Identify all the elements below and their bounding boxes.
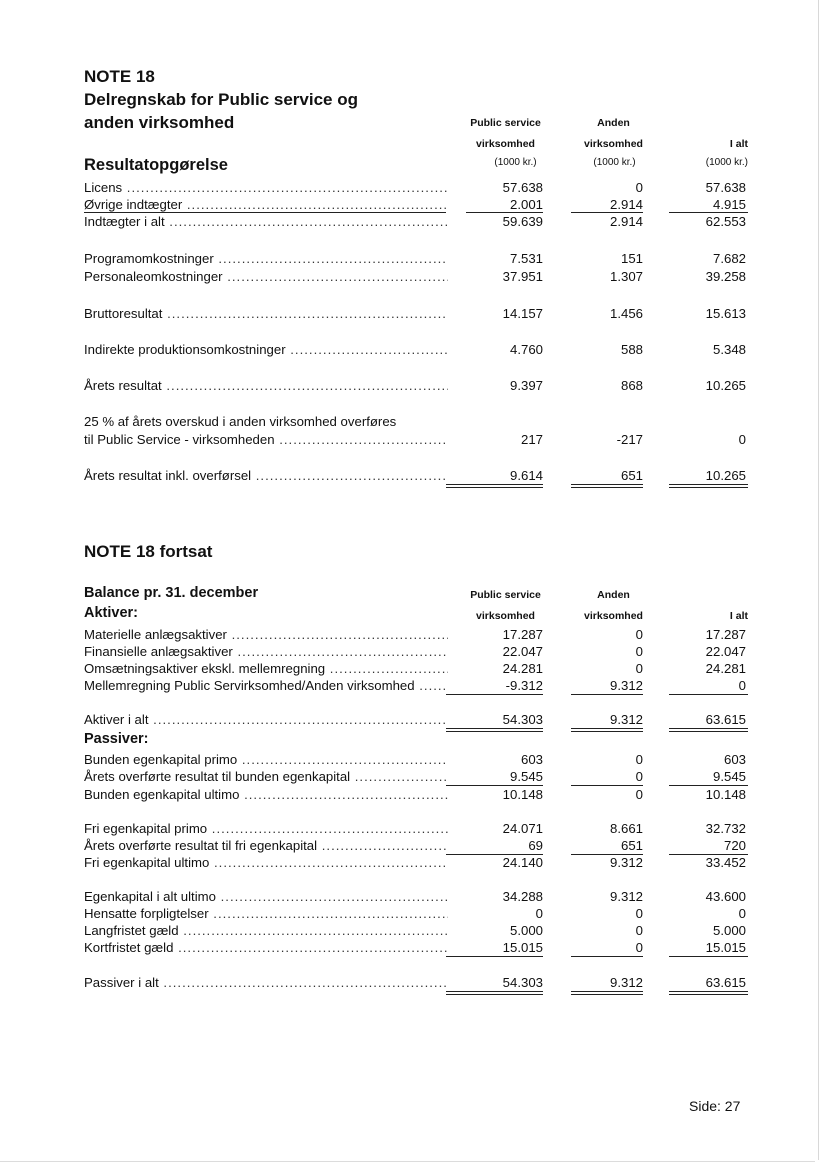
col-header-public-service: Public service virksomhed — [470, 117, 541, 150]
col-header-anden: Anden virksomhed — [584, 117, 643, 150]
double-rule — [571, 991, 643, 995]
col-header-anden-2: Anden virksomhed — [584, 589, 643, 622]
section-title-resultat: Resultatopgørelse — [84, 156, 228, 174]
table-row: Øvrige indtægter ..... 2.001 2.914 4.915 — [84, 196, 748, 213]
table-row: Bunden egenkapital primo ..... 603 0 603 — [84, 751, 748, 768]
rule — [446, 694, 543, 695]
table-row: Passiver i alt ..... 54.303 9.312 63.615 — [84, 974, 748, 991]
col-unit-3: (1000 kr.) — [705, 157, 748, 168]
table-row: Indtægter i alt ..... 59.639 2.914 62.553 — [84, 213, 748, 230]
table-row: Egenkapital i alt ultimo ..... 34.288 9.312 43.600 — [84, 888, 748, 905]
table-row: Mellemregning Public Servirksomhed/Anden virksomhed ..... -9.312 9.312 0 — [84, 677, 748, 694]
table-row: Årets overførte resultat til fri egenkapital ..... 69 651 720 — [84, 837, 748, 854]
note-label: NOTE 18 — [84, 67, 155, 86]
table-row: Fri egenkapital ultimo ..... 24.140 9.312 33.452 — [84, 854, 748, 871]
rule — [669, 956, 748, 957]
double-rule — [446, 991, 543, 995]
col-header-public-service-2: Public service virksomhed — [470, 589, 541, 622]
rule — [446, 956, 543, 957]
table-row: Bruttoresultat ..... 14.157 1.456 15.613 — [84, 305, 748, 322]
table-row: Materielle anlægsaktiver ..... 17.287 0 17.287 — [84, 626, 748, 643]
double-rule — [571, 728, 643, 732]
rule — [571, 956, 643, 957]
col-header-total: I alt — [729, 138, 748, 150]
rule — [571, 694, 643, 695]
page-number: Side: 27 — [689, 1098, 741, 1114]
page-edge-bottom — [0, 1161, 815, 1162]
note-title — [84, 88, 358, 134]
table-row: Aktiver i alt ..... 54.303 9.312 63.615 — [84, 711, 748, 728]
note-continued-label: NOTE 18 fortsat — [84, 542, 213, 561]
col-unit-1: (1000 kr.) — [494, 157, 537, 168]
table-row: Årets resultat inkl. overførsel ..... 9.614 651 10.265 — [84, 467, 748, 484]
table-row: Indirekte produktionsomkostninger ..... 4.760 588 5.348 — [84, 341, 748, 358]
page-edge-right — [818, 0, 819, 1160]
table-row: Langfristet gæld ..... 5.000 0 5.000 — [84, 922, 748, 939]
col-header-total-2: I alt — [729, 610, 748, 622]
assets-heading: Aktiver: — [84, 605, 138, 621]
liabilities-heading: Passiver: — [84, 731, 149, 747]
double-rule — [669, 728, 748, 732]
double-rule — [446, 484, 543, 488]
table-row: Licens ..... 57.638 0 57.638 — [84, 179, 748, 196]
table-row: Omsætningsaktiver ekskl. mellemregning ..... 24.281 0 24.281 — [84, 660, 748, 677]
table-row: Finansielle anlægsaktiver ..... 22.047 0 22.047 — [84, 643, 748, 660]
note-title-line-1: Delregnskab for Public service og — [84, 90, 358, 109]
double-rule — [446, 728, 543, 732]
double-rule — [669, 991, 748, 995]
table-row: Programomkostninger ..... 7.531 151 7.682 — [84, 250, 748, 267]
table-row: Fri egenkapital primo ..... 24.071 8.661 32.732 — [84, 820, 748, 837]
table-row: Årets overførte resultat til bunden egenkapital ..... 9.545 0 9.545 — [84, 768, 748, 785]
rule — [669, 694, 748, 695]
double-rule — [669, 484, 748, 488]
table-row: Hensatte forpligtelser ..... 0 0 0 — [84, 905, 748, 922]
table-row: Personaleomkostninger ..... 37.951 1.307 39.258 — [84, 268, 748, 285]
note-title-line-2: anden virksomhed — [84, 113, 235, 132]
table-row: Kortfristet gæld ..... 15.015 0 15.015 — [84, 939, 748, 956]
table-row: til Public Service - virksomheden ..... 217 -217 0 — [84, 431, 748, 448]
col-unit-2: (1000 kr.) — [593, 157, 636, 168]
table-row: 25 % af årets overskud i anden virksomhed overføres — [84, 414, 397, 429]
table-row: Bunden egenkapital ultimo ..... 10.148 0 10.148 — [84, 786, 748, 803]
section-title-balance: Balance pr. 31. december — [84, 585, 259, 601]
double-rule — [571, 484, 643, 488]
table-row: Årets resultat ..... 9.397 868 10.265 — [84, 377, 748, 394]
